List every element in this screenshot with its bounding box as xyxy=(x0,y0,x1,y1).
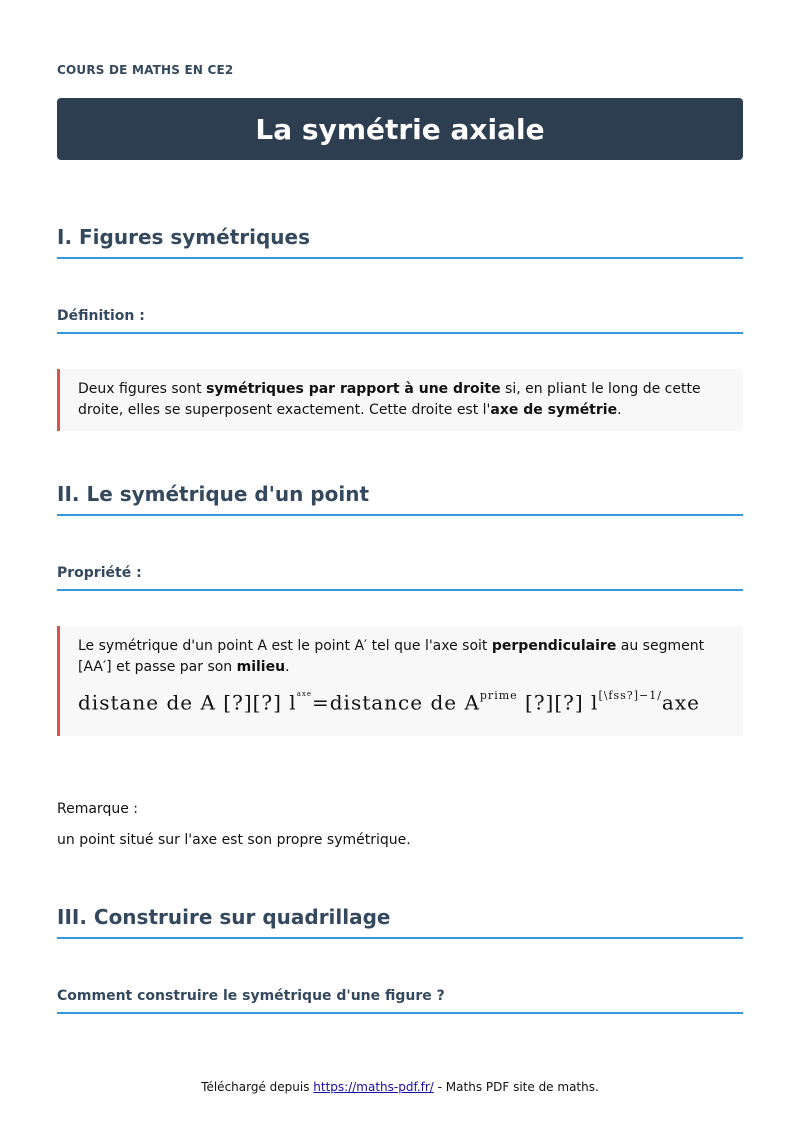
footer xyxy=(57,1080,743,1094)
property-bold-2: milieu xyxy=(236,659,286,675)
formula-right-end: axe xyxy=(661,690,700,715)
subheading-propriete: Propriété : xyxy=(57,565,743,591)
section-heading-quadrillage: III. Construire sur quadrillage xyxy=(57,905,743,939)
distance-formula xyxy=(78,688,725,714)
remark-text: un point situé sur l'axe est son propre symétrique. xyxy=(57,832,411,848)
subheading-construction: Comment construire le symétrique d'une figure ? xyxy=(57,988,743,1014)
footer-prefix: Téléchargé depuis xyxy=(201,1080,314,1094)
definition-box xyxy=(57,369,743,431)
definition-bold-2: axe de symétrie xyxy=(490,402,618,418)
formula-right-mid: [?][?] l xyxy=(517,690,599,715)
property-text-3: . xyxy=(285,659,290,675)
definition-text-2: si, en pliant le long de cette droite, elles se superposent exactement. Cette droite est l' xyxy=(78,381,701,418)
remark-label: Remarque : xyxy=(57,801,138,817)
section-heading-figures-symetriques: I. Figures symétriques xyxy=(57,225,743,259)
section-heading-symetrique-point: II. Le symétrique d'un point xyxy=(57,482,743,516)
formula-equals: = xyxy=(311,690,330,715)
definition-text-3: . xyxy=(617,402,622,418)
footer-suffix: - Maths PDF site de maths. xyxy=(433,1080,599,1094)
property-paragraph xyxy=(78,636,725,678)
formula-left-sup: axe xyxy=(296,690,312,698)
property-text-2: au segment [AA′] et passe par son xyxy=(78,638,705,675)
formula-right-sup: prime xyxy=(479,689,518,702)
course-label: COURS DE MATHS EN CE2 xyxy=(57,63,234,77)
page-title: La symétrie axiale xyxy=(57,98,743,160)
formula-left: distane de A [?][?] l xyxy=(78,690,297,715)
property-box xyxy=(57,626,743,736)
subheading-definition: Définition : xyxy=(57,308,743,334)
property-text-1: Le symétrique d'un point A est le point A′ tel que l'axe soit xyxy=(78,638,492,654)
definition-text-1: Deux figures sont xyxy=(78,381,207,397)
formula-right: distance de A xyxy=(329,690,480,715)
footer-link[interactable]: https://maths-pdf.fr/ xyxy=(313,1080,434,1094)
definition-bold-1: symétriques par rapport à une droite xyxy=(206,381,501,397)
formula-right-sup2: [\fss?]−1/ xyxy=(598,689,662,702)
property-bold-1: perpendiculaire xyxy=(491,638,617,654)
